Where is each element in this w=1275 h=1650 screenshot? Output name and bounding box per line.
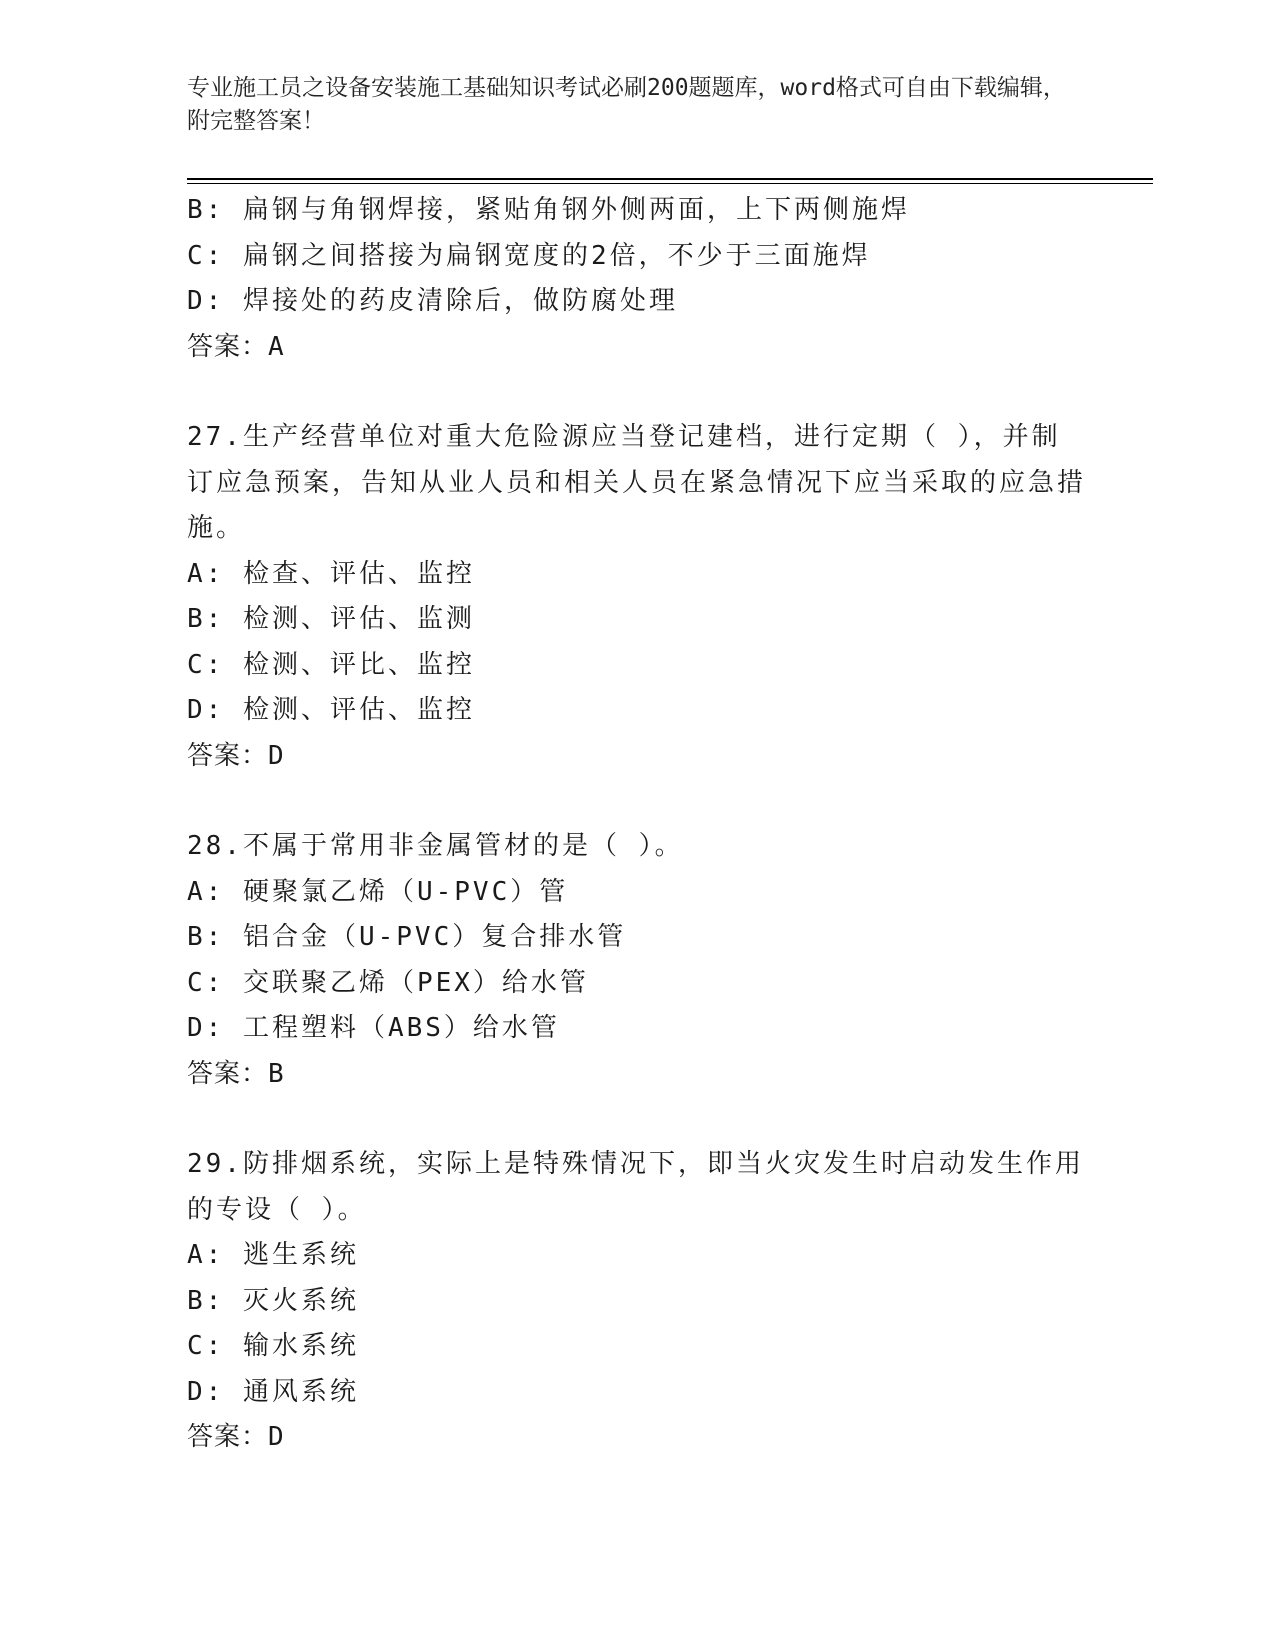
option-a: A: 逃生系统 [187, 1240, 359, 1270]
option-d: D: 通风系统 [187, 1376, 359, 1407]
option-b: B: 铝合金（U-PVC）复合排水管 [187, 922, 627, 952]
header-divider-thick [187, 178, 1153, 180]
question-list [187, 188, 1087, 1461]
option-b: B: 检测、评估、监测 [187, 604, 475, 634]
option-d: D: 工程塑料（ABS）给水管 [187, 1013, 560, 1043]
question-text: 27.生产经营单位对重大危险源应当登记建档，进行定期（ ），并制订应急预案，告知从业人员和相关人员在紧急情况下应当采取的应急措施。 [187, 422, 1087, 543]
option-c: C: 交联聚乙烯（PEX）给水管 [187, 967, 589, 998]
option-d: D: 焊接处的药皮清除后，做防腐处理 [187, 286, 678, 316]
answer: 答案：B [187, 1058, 285, 1089]
question-27 [187, 415, 1087, 779]
document-header: 专业施工员之设备安装施工基础知识考试必刷200题题库，word格式可自由下载编辑，附完整答案！ [187, 75, 1066, 134]
option-d: D: 检测、评估、监控 [187, 695, 475, 725]
question-29 [187, 1142, 1087, 1461]
question-text: 29.防排烟系统，实际上是特殊情况下，即当火灾发生时启动发生作用的专设（ ）。 [187, 1149, 1084, 1225]
option-c: C: 输水系统 [187, 1331, 359, 1361]
option-a: A: 硬聚氯乙烯（U-PVC）管 [187, 876, 569, 907]
option-b: B: 灭火系统 [187, 1285, 359, 1316]
answer: 答案：D [187, 740, 285, 771]
question-26-continued [187, 188, 1087, 370]
option-c: C: 检测、评比、监控 [187, 649, 475, 680]
option-a: A: 检查、评估、监控 [187, 558, 475, 589]
header-divider-thin [187, 183, 1153, 184]
question-28 [187, 824, 1087, 1097]
option-c: C: 扁钢之间搭接为扁钢宽度的2倍，不少于三面施焊 [187, 240, 871, 271]
answer: 答案：D [187, 1422, 285, 1452]
answer: 答案：A [187, 331, 285, 362]
question-text: 28.不属于常用非金属管材的是（ ）。 [187, 831, 684, 861]
option-b: B: 扁钢与角钢焊接，紧贴角钢外侧两面，上下两侧施焊 [187, 195, 910, 225]
